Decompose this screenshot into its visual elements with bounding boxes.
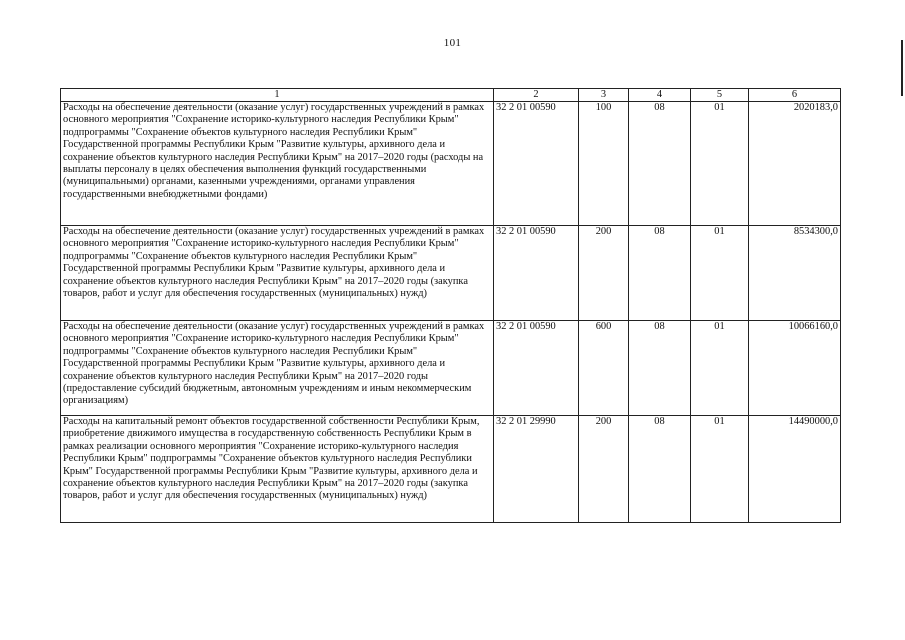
- row-description: Расходы на капитальный ремонт объектов государственной собственности Республики Крым, приобретение движимого имущества в государственную собственность Республики Крым в рамках реализации основного мероприятия "Сохранение историко-культурного наследия Республики Крым" подпрограммы "Сохранение объектов культурного наследия Республики Крым" Государственной программы Республики Крым "Развитие культуры, архивного дела и сохранение объектов культурного наследия Республики Крым" на 2017–2020 годы (закупка товаров, работ и услуг для обеспечения государственных (муниципальных) нужд): [61, 416, 494, 523]
- row-expense-type-code: 200: [579, 416, 629, 523]
- header-row: [61, 89, 841, 102]
- row-description: Расходы на обеспечение деятельности (оказание услуг) государственных учреждений в рамках основного мероприятия "Сохранение историко-культурного наследия Республики Крым" подпрограммы "Сохранение объектов культурного наследия Республики Крым" Государственной программы Республики Крым "Развитие культуры, архивного дела и сохранение объектов культурного наследия Республики Крым" на 2017–2020 годы (расходы на выплаты персоналу в целях обеспечения выполнения функций государственными (муниципальными) органами, казенными учреждениями, органами управления государственными внебюджетными фондами): [61, 102, 494, 226]
- row-description: Расходы на обеспечение деятельности (оказание услуг) государственных учреждений в рамках основного мероприятия "Сохранение историко-культурного наследия Республики Крым" подпрограммы "Сохранение объектов культурного наследия Республики Крым" Государственной программы Республики Крым "Развитие культуры, архивного дела и сохранение объектов культурного наследия Республики Крым" на 2017–2020 годы (предоставление субсидий бюджетным, автономным учреждениям и иным некоммерческим организациям): [61, 321, 494, 416]
- row-target-article-code: 32 2 01 00590: [494, 102, 579, 226]
- row-subsection-code: 01: [691, 226, 749, 321]
- row-description: Расходы на обеспечение деятельности (оказание услуг) государственных учреждений в рамках основного мероприятия "Сохранение историко-культурного наследия Республики Крым" подпрограммы "Сохранение объектов культурного наследия Республики Крым" Государственной программы Республики Крым "Развитие культуры, архивного дела и сохранение объектов культурного наследия Республики Крым" на 2017–2020 годы (закупка товаров, работ и услуг для обеспечения государственных (муниципальных) нужд): [61, 226, 494, 321]
- row-section-code: 08: [629, 226, 691, 321]
- row-target-article-code: 32 2 01 29990: [494, 416, 579, 523]
- row-amount: 8534300,0: [749, 226, 841, 321]
- header-col-3: 3: [579, 89, 629, 102]
- table-row: [61, 321, 841, 416]
- header-col-5: 5: [691, 89, 749, 102]
- row-section-code: 08: [629, 416, 691, 523]
- row-subsection-code: 01: [691, 102, 749, 226]
- table-row: [61, 416, 841, 523]
- row-expense-type-code: 100: [579, 102, 629, 226]
- budget-table: [60, 88, 841, 523]
- row-expense-type-code: 200: [579, 226, 629, 321]
- table-body: [61, 102, 841, 523]
- row-subsection-code: 01: [691, 416, 749, 523]
- header-col-1: 1: [61, 89, 494, 102]
- row-section-code: 08: [629, 321, 691, 416]
- row-target-article-code: 32 2 01 00590: [494, 321, 579, 416]
- header-col-2: 2: [494, 89, 579, 102]
- scan-edge-mark: [901, 40, 903, 96]
- header-col-4: 4: [629, 89, 691, 102]
- row-subsection-code: 01: [691, 321, 749, 416]
- row-amount: 14490000,0: [749, 416, 841, 523]
- row-expense-type-code: 600: [579, 321, 629, 416]
- row-amount: 2020183,0: [749, 102, 841, 226]
- table-header: [61, 89, 841, 102]
- row-amount: 10066160,0: [749, 321, 841, 416]
- table-row: [61, 226, 841, 321]
- row-target-article-code: 32 2 01 00590: [494, 226, 579, 321]
- page-number: 101: [443, 37, 462, 49]
- table-row: [61, 102, 841, 226]
- row-section-code: 08: [629, 102, 691, 226]
- header-col-6: 6: [749, 89, 841, 102]
